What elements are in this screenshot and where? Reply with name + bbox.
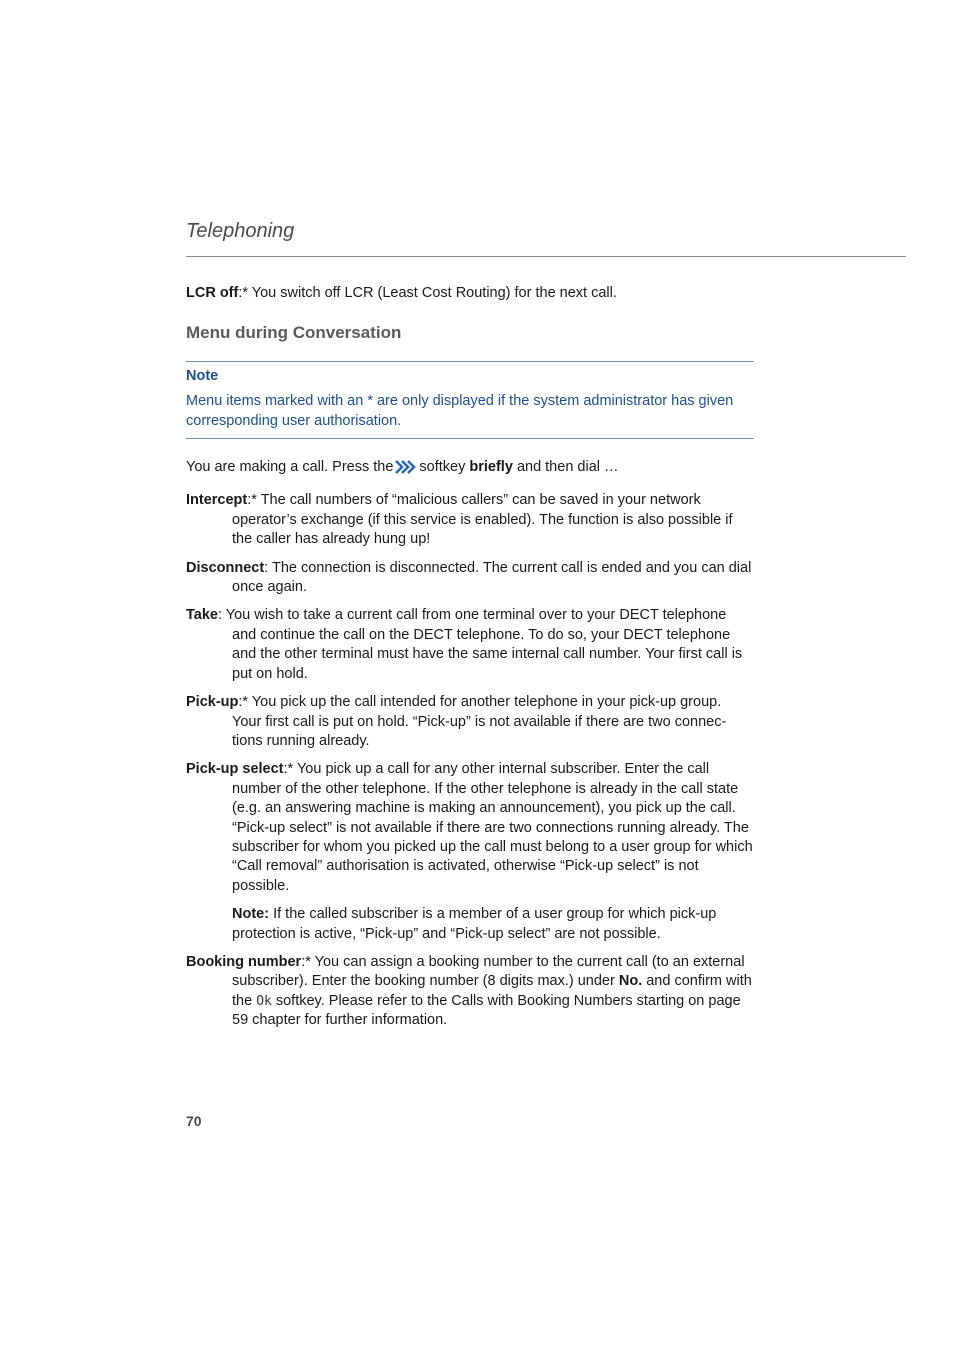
booking-text-2: and confirm with the bbox=[232, 973, 752, 1009]
pick-up-note-label: Note: bbox=[232, 906, 270, 923]
lcr-off-term: LCR off bbox=[186, 285, 239, 301]
pick-up-note bbox=[232, 905, 754, 944]
header-rule bbox=[186, 256, 906, 257]
pick-up-select-item bbox=[186, 760, 754, 896]
pick-up-note-text: If the called subscriber is a member of a user group for which pick-up protection is active, “Pick-up” and “Pick-up select” are not possible. bbox=[232, 906, 717, 942]
intercept-text: :* The call numbers of “malicious callers” can be saved in your network operator’s exchange (if this service is enabled). The function is also possible if the caller has already hung up! bbox=[232, 492, 733, 548]
running-header: Telephoning bbox=[186, 220, 295, 242]
page-content bbox=[186, 284, 754, 1040]
take-item bbox=[186, 606, 754, 684]
section-title: Menu during Conversation bbox=[186, 323, 402, 343]
note-text: Menu items marked with an * are only displayed if the system administrator has given corresponding user authorisation. bbox=[186, 393, 734, 429]
intro-before: You are making a call. Press the bbox=[186, 459, 394, 476]
intro-paragraph bbox=[186, 458, 754, 481]
pick-up-select-text: :* You pick up a call for any other internal subscriber. Enter the call number of the other telephone. If the other telephone is already in the call state (e.g. an answering machine is making an announcement), you pick up the call. “Pick-up select” is not available if there are two connections running already. The subscriber for whom you picked up the call must belong to a user group for which “Call removal” authorisation is activated, otherwise “Pick-up select” is not possible. bbox=[232, 761, 753, 894]
intercept-term: Intercept bbox=[186, 492, 248, 509]
ok-softkey-label: Ok bbox=[256, 993, 272, 1009]
intro-middle: softkey bbox=[419, 459, 466, 476]
note-box bbox=[186, 361, 754, 439]
booking-number-term: Booking number bbox=[186, 953, 302, 970]
intro-bold: briefly bbox=[469, 459, 513, 476]
take-text: : You wish to take a current call from one terminal over to your DECT telephone and continue the call on the DECT telephone. To do so, your DECT telephone and the other terminal must have the same internal call number. Your first call is put on hold. bbox=[217, 607, 743, 682]
lcr-off-paragraph bbox=[186, 284, 754, 303]
page-number: 70 bbox=[186, 1113, 202, 1129]
pick-up-text: :* You pick up the call intended for another telephone in your pick-up group. Your first call is put on hold. “Pick-up” is not available if there are two connec-tions running already. bbox=[232, 694, 727, 749]
note-label: Note bbox=[186, 367, 219, 384]
disconnect-text: : The connection is disconnected. The current call is ended and you can dial once again. bbox=[232, 559, 752, 596]
booking-no-label: No. bbox=[618, 973, 643, 990]
forward-softkey-icon bbox=[395, 459, 417, 481]
pick-up-select-term: Pick-up select bbox=[186, 761, 284, 778]
intercept-item bbox=[186, 491, 754, 549]
disconnect-item bbox=[186, 559, 754, 598]
lcr-off-text: :* You switch off LCR (Least Cost Routing) for the next call. bbox=[238, 285, 617, 301]
pick-up-term: Pick-up bbox=[186, 694, 239, 711]
booking-number-item bbox=[186, 953, 754, 1031]
take-term: Take bbox=[186, 607, 218, 624]
booking-text-1: :* You can assign a booking number to the current call (to an external subscriber). Enter the booking number (8 digits max.) under bbox=[232, 953, 745, 990]
booking-text-3: softkey. Please refer to the Calls with Booking Numbers starting on page 59 chapter for further information. bbox=[232, 992, 741, 1029]
disconnect-term: Disconnect bbox=[186, 559, 265, 576]
pick-up-item bbox=[186, 693, 754, 751]
intro-after: and then dial … bbox=[516, 459, 619, 476]
